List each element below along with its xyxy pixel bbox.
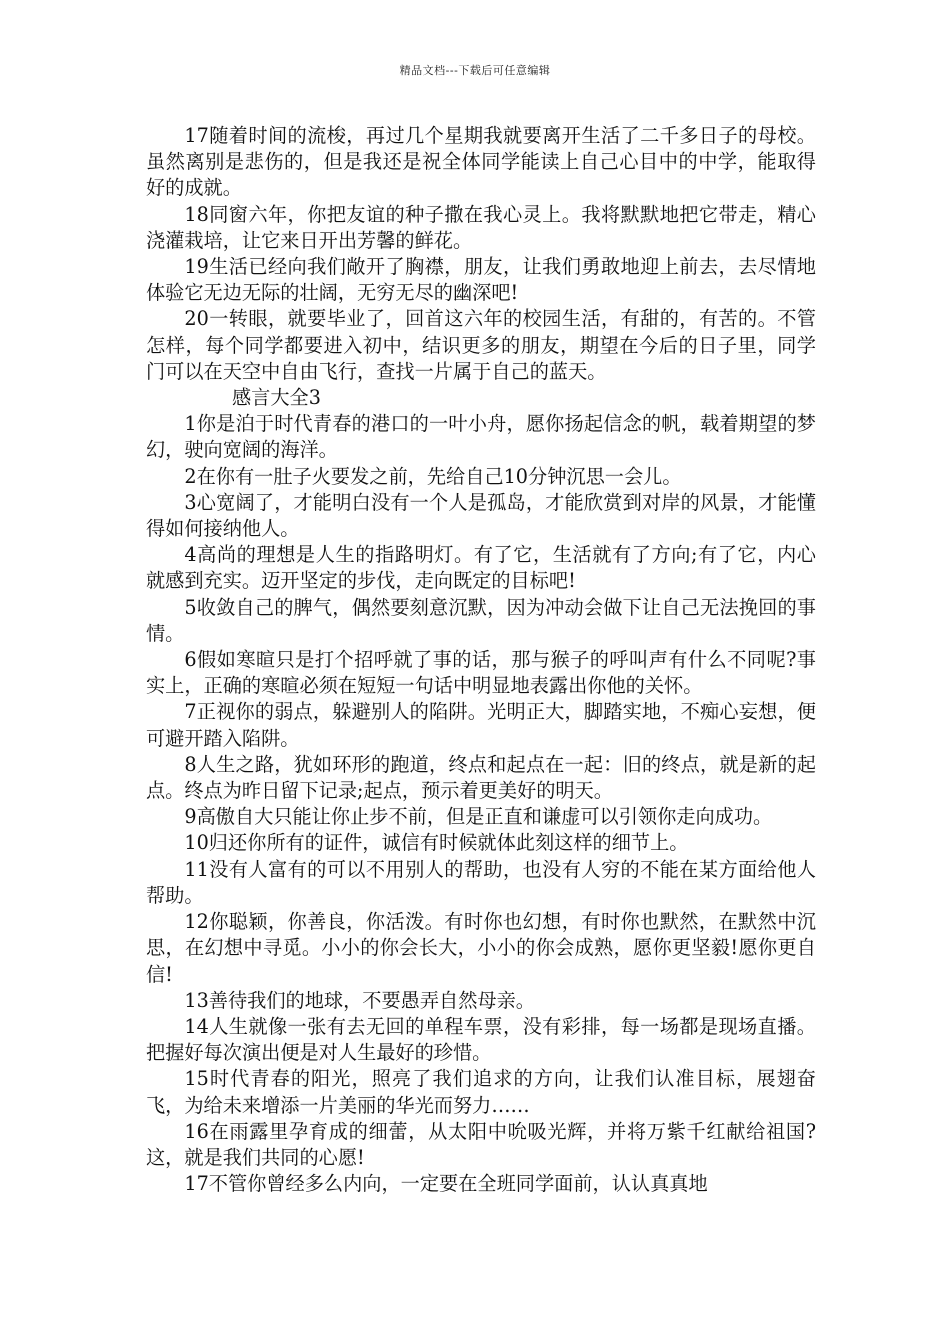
paragraph: 10归还你所有的证件，诚信有时候就体此刻这样的细节上。 [184, 831, 689, 855]
paragraph: 15时代青春的阳光，照亮了我们追求的方向，让我们认准目标，展翅奋飞，为给未来增添一片美丽的华光而努力…… [146, 1067, 816, 1117]
paragraph: 4高尚的理想是人生的指路明灯。有了它，生活就有了方向;有了它，内心就感到充实。迈开坚定的步伐，走向既定的目标吧! [146, 543, 816, 593]
paragraph: 14人生就像一张有去无回的单程车票，没有彩排，每一场都是现场直播。把握好每次演出便是对人生最好的珍惜。 [146, 1014, 816, 1065]
paragraph: 3心宽阔了，才能明白没有一个人是孤岛，才能欣赏到对岸的风景，才能懂得如何接纳他人。 [146, 490, 816, 541]
paragraph: 7正视你的弱点，躲避别人的陷阱。光明正大，脚踏实地，不痴心妄想，便可避开踏入陷阱。 [146, 700, 816, 750]
paragraph: 6假如寒暄只是打个招呼就了事的话，那与猴子的呼叫声有什么不同呢?事实上，正确的寒暄必须在短短一句话中明显地表露出你他的关怀。 [146, 648, 816, 698]
paragraph: 16在雨露里孕育成的细蕾，从太阳中吮吸光辉，并将万紫千红献给祖国?这，就是我们共同的心愿! [146, 1119, 816, 1169]
paragraph: 17不管你曾经多么内向，一定要在全班同学面前，认认真真地 [184, 1172, 708, 1196]
paragraph: 13善待我们的地球，不要愚弄自然母亲。 [184, 988, 535, 1012]
paragraph: 1你是泊于时代青春的港口的一叶小舟，愿你扬起信念的帆，载着期望的梦幻，驶向宽阔的海洋。 [146, 412, 816, 462]
page-header: 精品文档---下载后可任意编辑 [399, 64, 551, 77]
document-body [146, 123, 816, 1197]
paragraph: 2在你有一肚子火要发之前，先给自己10分钟沉思一会儿。 [184, 464, 682, 488]
paragraph: 9高傲自大只能让你止步不前，但是正直和谦虚可以引领你走向成功。 [184, 805, 773, 829]
paragraph: 18同窗六年，你把友谊的种子撒在我心灵上。我将默默地把它带走，精心浇灌栽培，让它来日开出芳馨的鲜花。 [146, 202, 816, 252]
paragraph: 11没有人富有的可以不用别人的帮助，也没有人穷的不能在某方面给他人帮助。 [146, 857, 816, 907]
section-title: 感言大全3 [232, 386, 321, 410]
paragraph: 20一转眼，就要毕业了，回首这六年的校园生活，有甜的，有苦的。不管怎样，每个同学都要进入初中，结识更多的朋友，期望在今后的日子里，同学门可以在天空中自由飞行，查找一片属于自己的蓝天。 [146, 307, 816, 383]
paragraph: 12你聪颖，你善良，你活泼。有时你也幻想，有时你也默然，在默然中沉思，在幻想中寻觅。小小的你会长大，小小的你会成熟，愿你更坚毅!愿你更自信! [146, 910, 816, 986]
paragraph: 5收敛自己的脾气，偶然要刻意沉默，因为冲动会做下让自己无法挽回的事情。 [146, 595, 816, 645]
paragraph: 17随着时间的流梭，再过几个星期我就要离开生活了二千多日子的母校。虽然离别是悲伤的，但是我还是祝全体同学能读上自己心目中的中学，能取得好的成就。 [146, 124, 816, 200]
paragraph: 19生活已经向我们敞开了胸襟，朋友，让我们勇敢地迎上前去，去尽情地体验它无边无际的壮阔，无穷无尽的幽深吧! [146, 255, 816, 305]
paragraph: 8人生之路，犹如环形的跑道，终点和起点在一起：旧的终点，就是新的起点。终点为昨日留下记录;起点，预示着更美好的明天。 [146, 752, 816, 803]
